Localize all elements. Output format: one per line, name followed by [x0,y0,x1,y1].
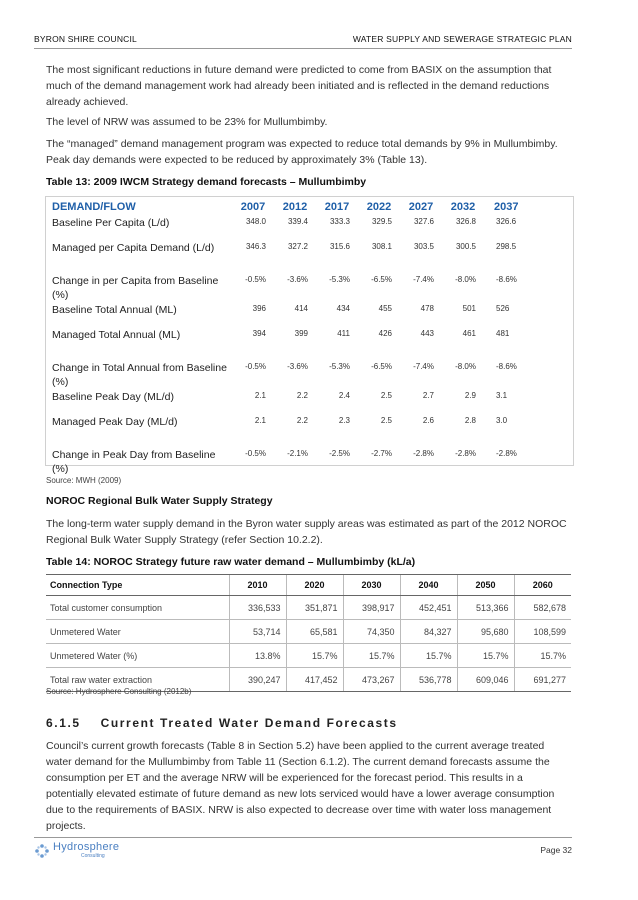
section-heading [46,716,398,730]
table14-cell: 536,778 [400,668,457,692]
table13-cell: -8.6% [496,362,517,371]
logo-subtitle: Consulting [81,853,105,859]
table-row [46,302,572,327]
table13-row-label: Managed per Capita Demand (L/d) [52,242,215,254]
table13-row-label: Baseline Total Annual (ML) [52,304,177,316]
table-row [46,215,572,240]
table13-cell: 2.6 [422,416,434,425]
table13-cell: 346.3 [245,242,266,251]
table13-caption: Table 13: 2009 IWCM Strategy demand forecasts – Mullumbimby [46,176,367,188]
table14-header-year: 2060 [514,575,571,596]
table13-cell: -2.8% [496,449,517,458]
table14-row-label: Unmetered Water [46,620,229,644]
table13-source: Source: MWH (2009) [46,476,122,485]
table14-cell: 15.7% [343,644,400,668]
table13-demand-forecasts [46,198,572,476]
table13-cell: 2.8 [464,416,476,425]
table14-cell: 473,267 [343,668,400,692]
table14-cell: 336,533 [229,596,286,620]
table14-cell: 15.7% [286,644,343,668]
table13-cell: -2.1% [287,449,308,458]
table13-cell: 434 [336,304,350,313]
table13-cell: -2.7% [371,449,392,458]
table13-cell: -0.5% [245,275,266,284]
table13-cell: 2.5 [380,416,392,425]
table13-cell: -3.6% [287,362,308,371]
table14-cell: 452,451 [400,596,457,620]
table-row [46,414,572,447]
table13-cell: 326.8 [455,217,476,226]
table13-cell: -0.5% [245,362,266,371]
table13-header-year: 2037 [494,200,519,213]
table13-row-label: Change in Peak Day from Baseline (%) [52,449,216,475]
table13-cell: 2.2 [296,391,308,400]
table14-cell: 84,327 [400,620,457,644]
table13-cell: 327.2 [287,242,308,251]
table13-cell: 411 [337,329,350,338]
table13-cell: 327.6 [413,217,434,226]
table13-cell: 348.0 [245,217,266,226]
table13-row-label: Baseline Peak Day (ML/d) [52,391,174,403]
table13-row-label: Managed Peak Day (ML/d) [52,416,178,428]
table13-header-year: 2032 [450,200,476,213]
table13-cell: 399 [294,329,308,338]
table14-source: Source: Hydrosphere Consulting (2012b) [46,687,192,696]
table13-cell: 2.5 [380,391,392,400]
table13-cell: 478 [420,304,434,313]
table13-cell: -8.0% [455,362,476,371]
footer-divider [34,837,572,838]
table13-cell: 326.6 [496,217,517,226]
table14-caption: Table 14: NOROC Strategy future raw water demand – Mullumbimby (kL/a) [46,556,416,568]
table13-cell: 481 [496,329,510,338]
logo-name: Hydrosphere [53,841,120,853]
table13-cell: -7.4% [413,362,434,371]
table13-header-year: 2012 [282,200,308,213]
table13-cell: -0.5% [245,449,266,458]
table14-row-label: Unmetered Water (%) [46,644,229,668]
table13-cell: 2.3 [338,416,350,425]
table14-cell: 74,350 [343,620,400,644]
table13-cell: 394 [252,329,266,338]
table13-cell: -2.8% [413,449,434,458]
table13-cell: 308.1 [371,242,392,251]
table14-row-label: Total customer consumption [46,596,229,620]
table-row [46,360,572,389]
table-row [46,644,571,668]
table13-cell: -8.6% [496,275,517,284]
table13-header-demand-flow: DEMAND/FLOW [52,200,136,213]
table-row [46,389,572,414]
table14-cell: 95,680 [457,620,514,644]
table14-header-row [46,575,571,596]
table14-header-year: 2040 [400,575,457,596]
table14-cell: 691,277 [514,668,571,692]
table13-cell: -6.5% [371,362,392,371]
table13-row-label: Change in Total Annual from Baseline (%) [52,362,227,388]
table13-cell: 333.3 [329,217,350,226]
table13-header-year: 2017 [324,200,350,213]
table14-cell: 15.7% [400,644,457,668]
table-row [46,273,572,302]
table13-cell: 501 [462,304,476,313]
table-row [46,240,572,273]
noroc-heading: NOROC Regional Bulk Water Supply Strategy [46,495,273,507]
table13-cell: 303.5 [413,242,434,251]
table-row [46,620,571,644]
table13-cell: 315.6 [329,242,350,251]
table14-cell: 513,366 [457,596,514,620]
table14-cell: 582,678 [514,596,571,620]
table13-cell: 2.9 [464,391,476,400]
table14-cell: 609,046 [457,668,514,692]
page-number: Page 32 [540,845,572,855]
table14-header-year: 2010 [229,575,286,596]
table13-cell: -2.8% [455,449,476,458]
table13-cell: 2.1 [254,391,266,400]
table13-cell: -5.3% [329,275,350,284]
table14-cell: 15.7% [457,644,514,668]
table13-header-year: 2027 [408,200,434,213]
section-title: Current Treated Water Demand Forecasts [100,716,398,730]
table14-cell: 13.8% [229,644,286,668]
table13-cell: 300.5 [455,242,476,251]
table14-cell: 417,452 [286,668,343,692]
table13-row-label: Baseline Per Capita (L/d) [52,217,170,229]
table13-cell: 414 [294,304,308,313]
table14-row-label: Total raw water extraction [46,668,229,692]
table-row [46,447,572,476]
table14-cell: 390,247 [229,668,286,692]
table13-header-year: 2022 [366,200,392,213]
table14-cell: 65,581 [286,620,343,644]
table-row [46,596,571,620]
table13-cell: -2.5% [329,449,350,458]
table14-header-connection-type: Connection Type [46,575,229,596]
table13-cell: -3.6% [287,275,308,284]
table14-cell: 398,917 [343,596,400,620]
header-organisation: BYRON SHIRE COUNCIL [34,34,137,44]
table13-cell: 443 [420,329,434,338]
table14-header-year: 2030 [343,575,400,596]
table13-header-year: 2007 [240,200,266,213]
table13-cell: 396 [252,304,266,313]
table13-cell: 329.5 [371,217,392,226]
section-number: 6.1.5 [46,716,81,730]
table14-header-year: 2050 [457,575,514,596]
page-header [34,34,572,49]
section-paragraph: Council’s current growth forecasts (Table 8 in Section 5.2) have been applied to the current average treated water demand for the Mullumbimby from Table 11 (Section 6.1.2). The current demand forecasts assume the consumption per ET and the average NRW will be experienced for the forecast period. This results in a potentially elevated estimate of future demand as new lots serviced would have a lower average consumption due to the requirements of BASIX. NRW is also expected to decrease over time with water loss management projects. [46,740,555,832]
table13-cell: 3.0 [496,416,508,425]
table14-raw-water-demand [46,574,571,692]
table13-cell: 339.4 [287,217,308,226]
table14-cell: 15.7% [514,644,571,668]
hydrosphere-logo-icon [34,843,50,859]
hydrosphere-logo [34,842,119,859]
table13-cell: 526 [496,304,510,313]
noroc-paragraph: The long-term water supply demand in the Byron water supply areas was estimated as part of the 2012 NOROC Regional Bulk Water Supply Strategy (refer Section 10.2.2). [46,518,567,546]
table13-row-label: Managed Total Annual (ML) [52,329,181,341]
table13-cell: 298.5 [496,242,517,251]
header-document-title: WATER SUPPLY AND SEWERAGE STRATEGIC PLAN [352,34,572,44]
intro-paragraph-basix: The most significant reductions in future demand were predicted to come from BASIX on the assumption that much of the demand management work had already been initiated and is reflected in the demand reductions already achieved. [46,64,552,108]
table13-cell: -6.5% [371,275,392,284]
table13-cell: -8.0% [455,275,476,284]
intro-paragraph-managed: The “managed” demand management program was expected to reduce total demands by 9% in Mullumbimby. Peak day demands were expected to be reduced by approximately 3% (Table 13). [46,138,558,166]
table13-cell: 426 [378,329,392,338]
intro-paragraph-nrw: The level of NRW was assumed to be 23% for Mullumbimby. [46,116,328,128]
table13-cell: 2.1 [254,416,266,425]
table13-cell: 2.7 [422,391,434,400]
table14-cell: 53,714 [229,620,286,644]
table14-cell: 351,871 [286,596,343,620]
table-row [46,327,572,360]
table13-cell: 2.4 [338,391,350,400]
table13-cell: -7.4% [413,275,434,284]
table13-cell: -5.3% [329,362,350,371]
table13-cell: 2.2 [296,416,308,425]
table14-header-year: 2020 [286,575,343,596]
table13-row-label: Change in per Capita from Baseline (%) [52,275,219,301]
table13-cell: 3.1 [496,391,508,400]
table13-cell: 455 [378,304,392,313]
table13-cell: 461 [462,329,476,338]
table13-header-row [46,198,572,215]
table14-cell: 108,599 [514,620,571,644]
